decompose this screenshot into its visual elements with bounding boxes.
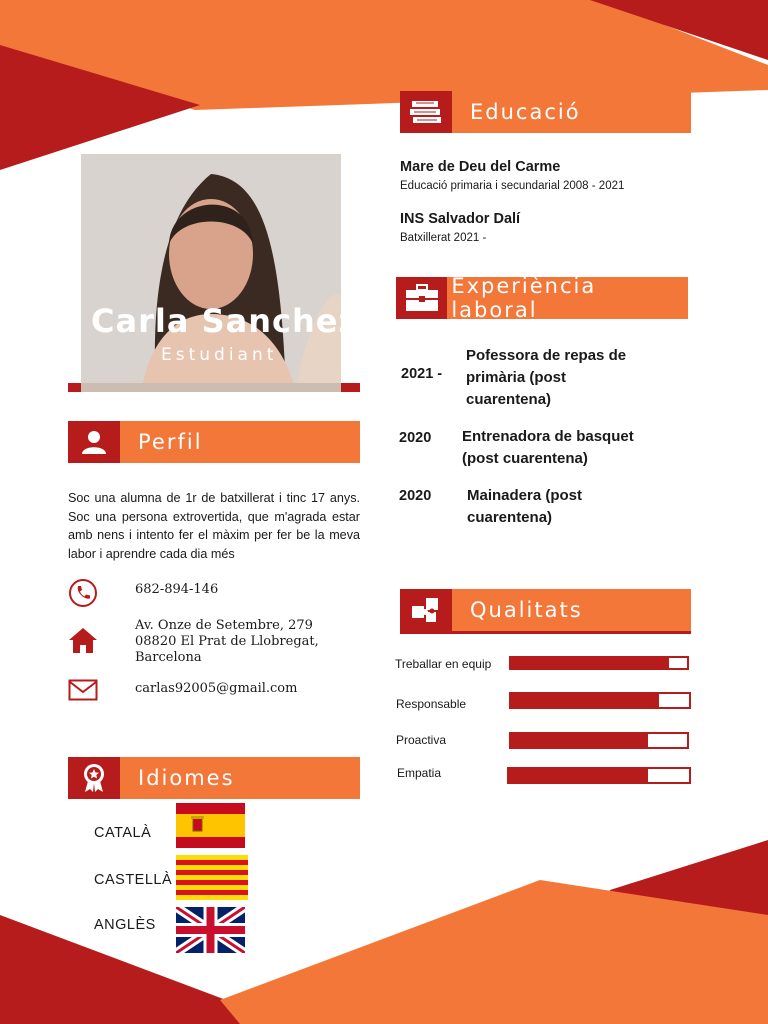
quality-label-2: Responsable [396,697,467,711]
experience-year-2: 2020 [399,430,432,446]
spain-flag-icon [176,803,245,848]
education-name: INS Salvador Dalí [400,211,521,227]
experience-year-3: 2020 [399,488,432,504]
experience-line: Mainadera (post [467,487,583,504]
qualities-title: Qualitats [470,598,583,622]
puzzle-icon [410,594,442,626]
education-title: Educació [470,100,581,124]
experience-title: Experiència laboral [451,274,597,322]
education-item-2 [400,211,520,244]
experience-line: cuarentena) [466,391,552,408]
experience-icon-box [396,277,447,319]
experience-desc-2 [462,426,634,470]
email-address[interactable]: carlas92005@gmail.com [135,681,298,696]
experience-line: primària (post [466,369,567,386]
phone-icon [68,578,98,608]
education-item-1 [400,159,624,192]
user-icon [81,429,107,455]
quality-bar-1 [509,656,689,670]
experience-section-header [396,274,688,322]
languages-section-header [68,757,360,799]
languages-icon-box [68,757,120,799]
address-line-1: Av. Onze de Setembre, 279 [135,618,313,633]
education-name: Mare de Deu del Carme [400,159,561,175]
badge-icon [80,763,108,793]
catalonia-flag-icon [176,855,248,900]
books-icon [408,99,444,125]
address-line-2: 08820 El Prat de Llobregat, [135,634,319,649]
photo-underline-cover [81,383,341,392]
education-detail: Batxillerat 2021 - [400,232,487,244]
quality-label-1: Treballar en equip [395,657,492,671]
education-section-header [400,91,691,133]
mail-icon [68,679,98,701]
quality-fill [509,769,648,782]
home-icon [68,626,98,654]
language-label-catala: CATALÀ [94,825,152,841]
experience-line: cuarentena) [467,509,553,526]
person-name: Carla Sanchez [91,302,359,340]
person-role: Estudiant [161,345,278,365]
quality-label-3: Proactiva [396,733,447,747]
experience-line: Pofessora de repas de [466,347,627,364]
uk-flag-icon [176,907,245,953]
profile-title: Perfil [138,430,203,454]
experience-year-1: 2021 - [401,366,443,382]
experience-line: (post cuarentena) [462,450,588,467]
quality-label-4: Empatia [397,766,442,780]
languages-title: Idiomes [138,766,235,790]
profile-section-header [68,421,360,463]
language-label-angles: ANGLÈS [94,917,156,933]
quality-bar-3 [509,732,689,749]
experience-desc-3 [467,485,582,529]
briefcase-icon [405,284,439,312]
profile-text: Soc una alumna de 1r de batxillerat i tinc 17 anys. Soc una persona extrovertida, que m'agrada estar amb nens i intento fer el màxim per fer be la meva labor i aprendre cada dia més [68,491,360,561]
quality-fill [511,658,669,668]
qualities-icon-box [400,589,452,631]
quality-fill [511,734,648,747]
experience-desc-1 [466,345,626,411]
experience-line: Entrenadora de basquet [462,428,634,445]
quality-fill [511,694,659,707]
address-line-3: Barcelona [135,650,202,665]
quality-bar-2 [509,692,691,709]
language-label-castella: CASTELLÀ [94,872,173,888]
phone-number: 682-894-146 [135,582,219,597]
quality-bar-4 [507,767,691,784]
education-detail: Educació primaria i secundarial 2008 - 2021 [400,180,625,192]
profile-icon-box [68,421,120,463]
education-icon-box [400,91,452,133]
qualities-section-header [400,589,691,634]
